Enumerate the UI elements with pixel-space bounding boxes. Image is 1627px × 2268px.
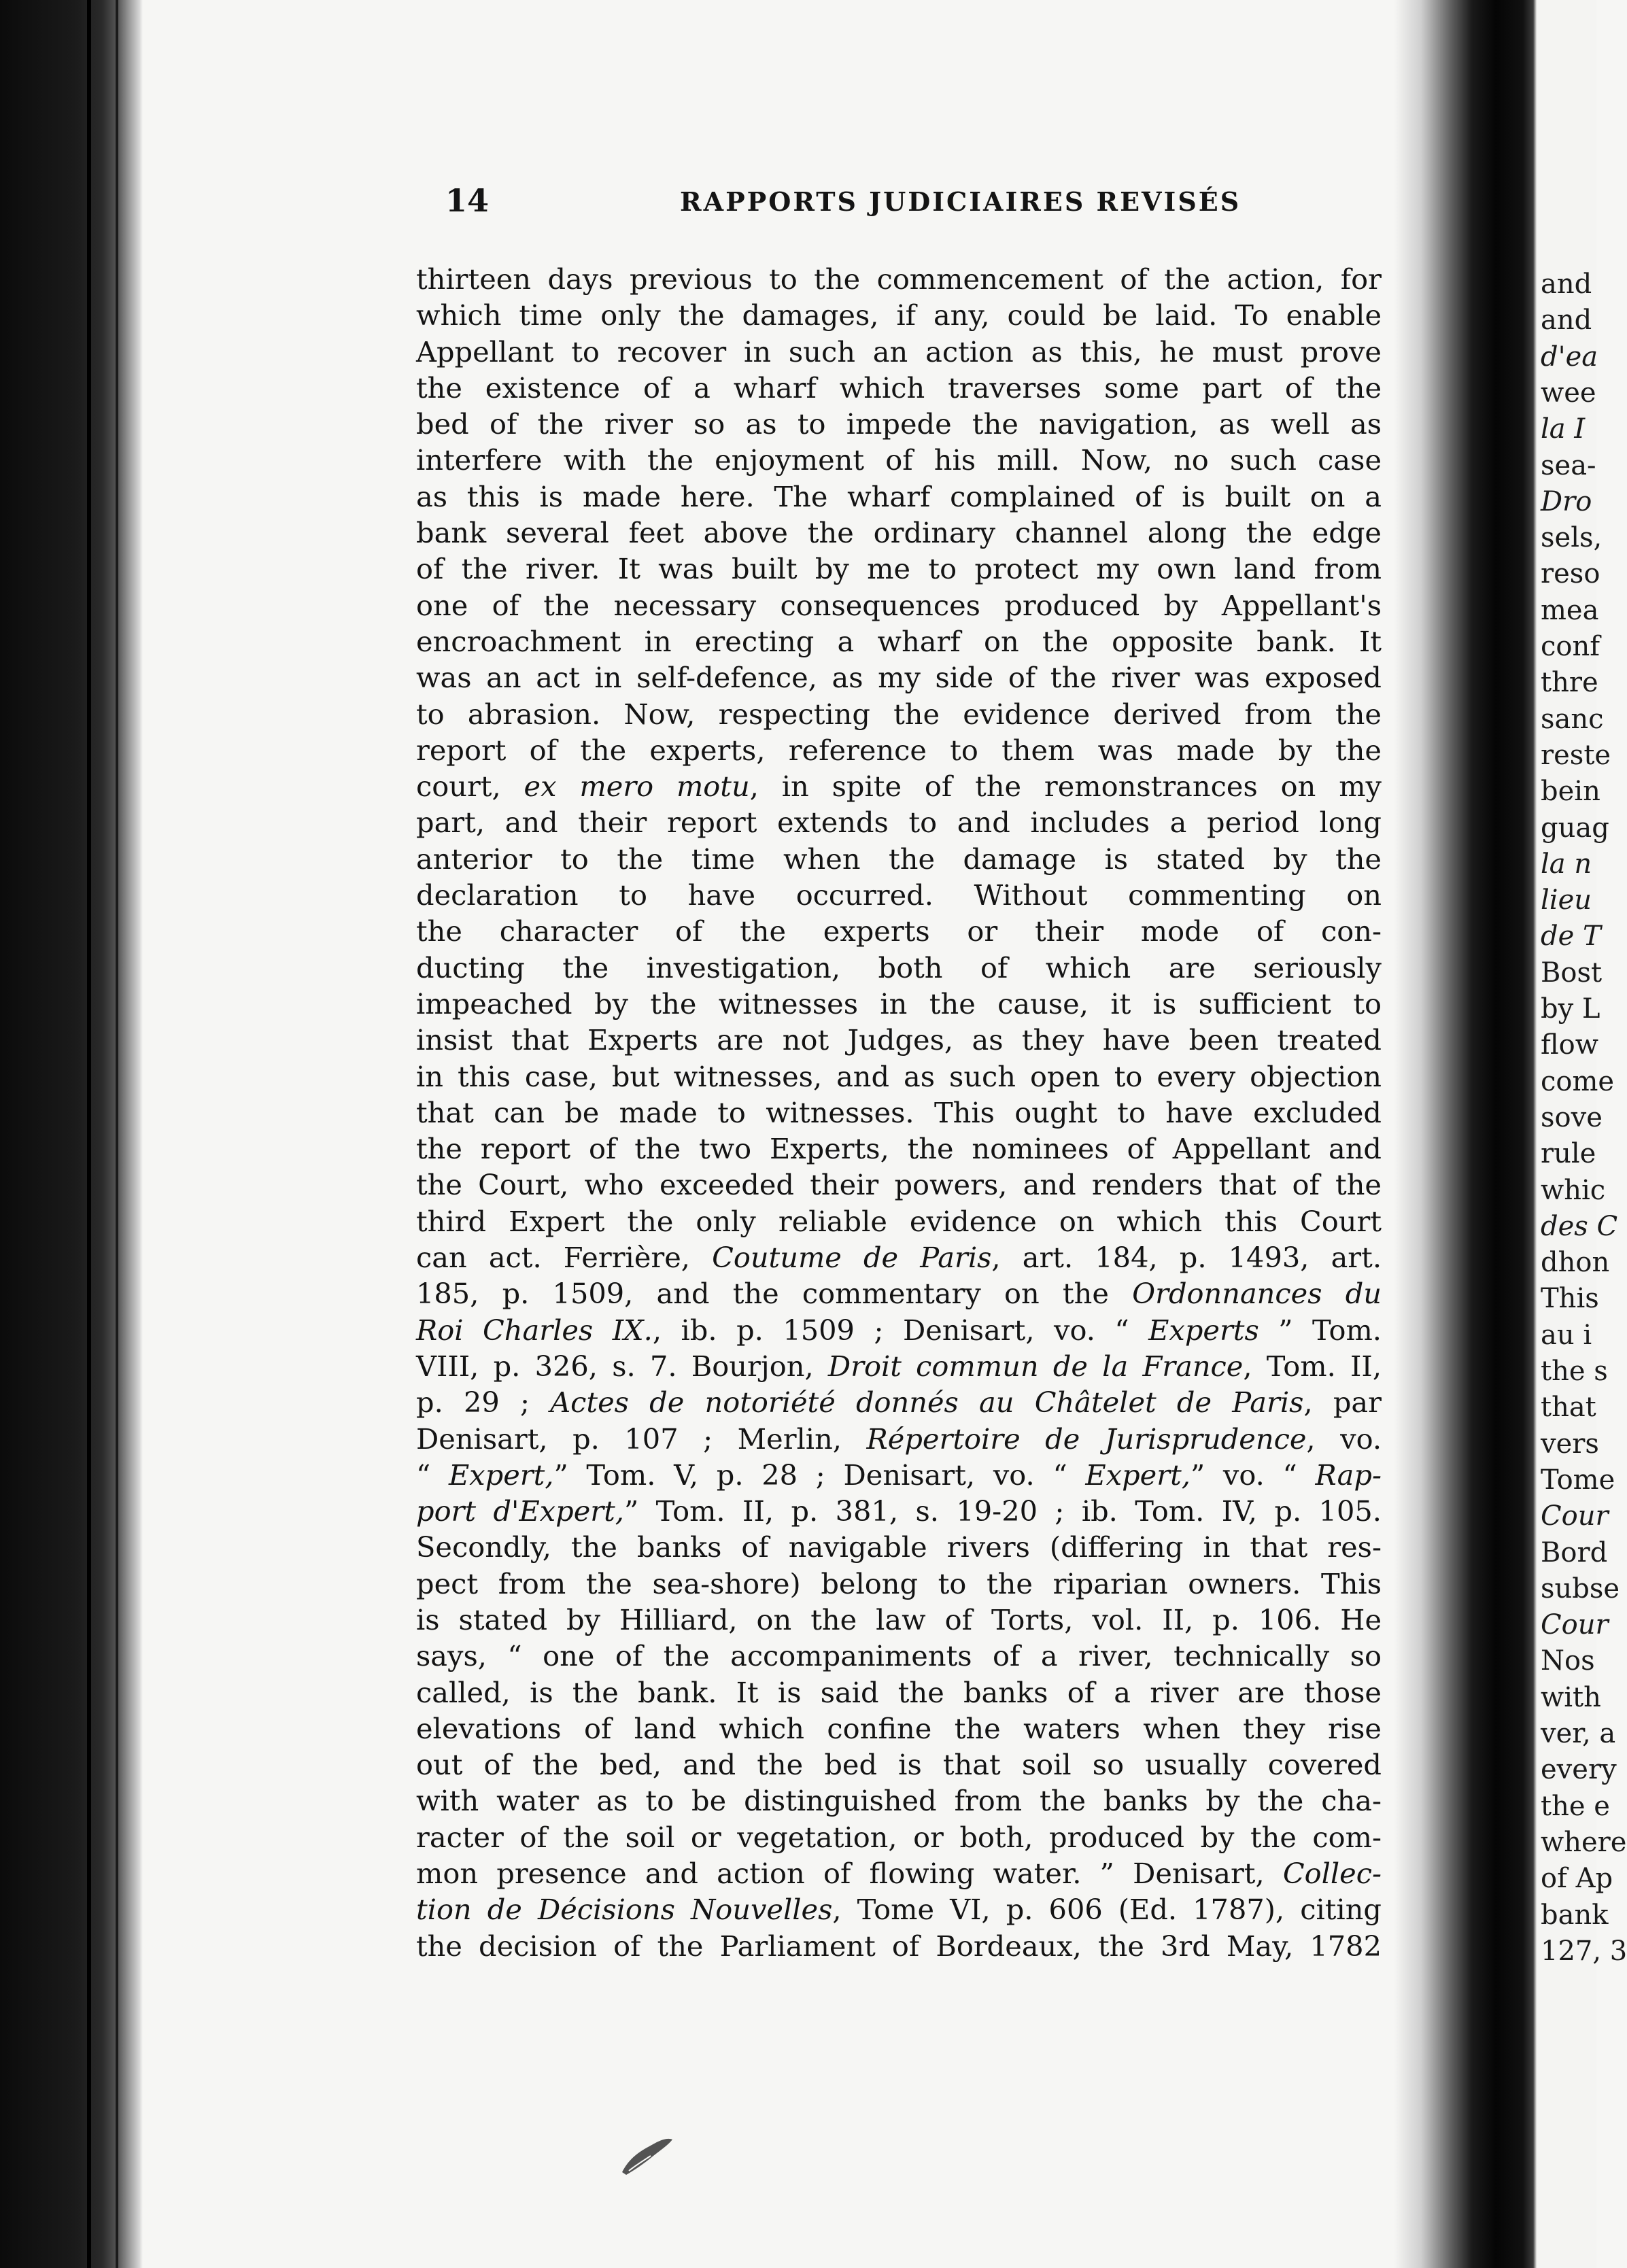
text-segment: says, “ one of the accompaniments of a river, technically so [416,1639,1382,1673]
text-line [416,1167,1382,1203]
adjacent-page-edge [1537,0,1627,2268]
italic-text: ex mero motu [524,770,750,804]
book-binding-left [0,0,143,2268]
text-line [416,1203,1382,1239]
text-line [416,1711,1382,1747]
text-segment: ” Tom. [1258,1313,1382,1347]
text-line [416,1059,1382,1095]
adjacent-page-fragment: every [1541,1754,1617,1786]
text-line [416,659,1382,695]
text-segment: ducting the investigation, both of which are seriously [416,950,1382,984]
text-line [416,1855,1382,1891]
text-line [416,1421,1382,1457]
ink-smudge [615,2131,677,2179]
text-line [416,1312,1382,1348]
adjacent-page-fragment: Cour [1541,1500,1609,1532]
text-line [416,950,1382,986]
text-line [416,1384,1382,1420]
text-segment: thirteen days previous to the commencement of the action, for [416,262,1382,296]
text-line [416,1529,1382,1565]
text-line [416,804,1382,840]
text-line [416,551,1382,587]
text-segment: called, is the bank. It is said the banks of a river are those [416,1675,1382,1709]
text-line [416,587,1382,623]
text-segment: p. 29 ; [416,1386,551,1420]
adjacent-page-fragment: the s [1541,1356,1608,1387]
text-line [416,1493,1382,1529]
adjacent-page-fragment: that [1541,1392,1596,1424]
text-segment: is stated by Hilliard, on the law of Torts, vol. II, p. 106. He [416,1602,1382,1636]
text-segment: bank several feet above the ordinary channel along the edge [416,516,1382,550]
text-segment: impeached by the witnesses in the cause, it is sufficient to [416,986,1382,1020]
adjacent-page-fragment: Bord [1541,1536,1608,1568]
text-line [416,623,1382,659]
text-segment: , ib. p. 1509 ; Denisart, vo. “ [652,1313,1149,1347]
text-line [416,1602,1382,1638]
text-line [416,1674,1382,1711]
text-segment: the character of the experts or their mode of con- [416,914,1382,948]
italic-text: Actes de notoriété donnés au Châtelet de Paris [550,1386,1304,1420]
adjacent-page-fragment: vers [1541,1428,1599,1460]
text-segment: insist that Experts are not Judges, as they have been treated [416,1023,1382,1057]
text-line [416,877,1382,913]
adjacent-page-fragment: come [1541,1065,1615,1097]
italic-text: Répertoire de Jurisprudence [866,1422,1307,1456]
text-segment: out of the bed, and the bed is that soil so usually covered [416,1748,1382,1782]
text-line [416,406,1382,442]
text-line [416,515,1382,551]
adjacent-page-fragment: de T [1541,921,1601,952]
adjacent-page-fragment: wee [1541,377,1596,409]
text-line [416,1928,1382,1964]
text-segment: 185, p. 1509, and the commentary on the [416,1277,1133,1311]
italic-text: Ordonnances du [1132,1277,1382,1311]
text-line [416,841,1382,877]
adjacent-page-fragment: This [1541,1283,1599,1315]
text-segment: pect from the sea-shore) belong to the riparian owners. This [416,1566,1382,1600]
text-line [416,1348,1382,1384]
text-segment: with water as to be distinguished from the banks by the cha- [416,1784,1382,1818]
text-line [416,986,1382,1022]
text-segment: , Tome VI, p. 606 (Ed. 1787), citing [832,1893,1382,1927]
adjacent-page-fragment: la n [1541,848,1592,880]
adjacent-page-fragment: Nos [1541,1645,1595,1677]
running-head: RAPPORTS JUDICIAIRES REVISÉS [680,186,1241,217]
text-line [416,1819,1382,1855]
adjacent-page-fragment: des C [1541,1210,1618,1242]
text-line [416,732,1382,768]
adjacent-page-fragment: by L [1541,993,1600,1025]
adjacent-page-fragment: d'ea [1541,341,1598,373]
adjacent-page-fragment: reso [1541,558,1600,590]
italic-text: Coutume de Paris [712,1241,992,1275]
text-segment: , vo. [1306,1422,1382,1456]
adjacent-page-fragment: 127, 3 [1541,1935,1627,1967]
text-line [416,261,1382,297]
text-segment: mon presence and action of flowing water. ” Denisart, [416,1857,1283,1891]
text-segment: report of the experts, reference to them was made by the [416,733,1382,767]
text-segment: interfere with the enjoyment of his mill. Now, no such case [416,443,1382,477]
text-segment: elevations of land which confine the waters when they rise [416,1711,1382,1745]
binding-line [87,0,91,2268]
page-number: 14 [445,182,490,219]
binding-line [116,0,118,2268]
adjacent-page-fragment: subse [1541,1573,1620,1604]
text-line [416,768,1382,804]
adjacent-page-fragment: au i [1541,1319,1592,1351]
adjacent-page-fragment: and [1541,269,1592,300]
text-line [416,1566,1382,1602]
text-line [416,1022,1382,1058]
text-segment: the report of the two Experts, the nominees of Appellant and [416,1132,1382,1166]
adjacent-page-fragment: la I [1541,413,1586,445]
adjacent-page-fragment: where [1541,1826,1627,1858]
text-line [416,479,1382,515]
text-segment: of the river. It was built by me to protect my own land from [416,552,1382,586]
text-segment: , par [1303,1386,1382,1420]
text-segment: declaration to have occurred. Without commenting on [416,878,1382,912]
text-segment: , in spite of the remonstrances on my [749,770,1382,804]
adjacent-page-fragment: whic [1541,1174,1606,1206]
text-segment: part, and their report extends to and includes a period long [416,806,1382,840]
adjacent-page-fragment: and [1541,305,1592,337]
text-segment: anterior to the time when the damage is stated by the [416,842,1382,876]
text-segment: Denisart, p. 107 ; Merlin, [416,1422,867,1456]
adjacent-page-fragment: Cour [1541,1609,1609,1641]
italic-text: Expert, [448,1458,554,1492]
text-segment: VIII, p. 326, s. 7. Bourjon, [416,1349,828,1383]
adjacent-page-fragment: rule [1541,1138,1596,1170]
text-segment: court, [416,770,524,804]
adjacent-page-fragment: Dro [1541,485,1592,517]
body-text [416,261,1382,1964]
text-line [416,1131,1382,1167]
adjacent-page-fragment: bank [1541,1899,1609,1931]
italic-text: Droit commun de la France [827,1349,1244,1383]
adjacent-page-fragment: sanc [1541,703,1604,735]
text-line [416,1783,1382,1819]
italic-text: tion de Décisions Nouvelles [416,1893,833,1927]
text-segment: one of the necessary consequences produced by Appellant's [416,588,1382,622]
adjacent-page-fragment: Tome [1541,1464,1615,1496]
adjacent-page-fragment: thre [1541,667,1598,699]
text-line [416,442,1382,478]
text-line [416,334,1382,370]
text-segment: the Court, who exceeded their powers, and renders that of the [416,1168,1382,1202]
text-line [416,370,1382,406]
text-line [416,1891,1382,1927]
text-line [416,1747,1382,1783]
adjacent-page-fragment: Bost [1541,957,1603,989]
text-line [416,696,1382,732]
text-line [416,1638,1382,1674]
text-line [416,1275,1382,1311]
italic-text: Rap- [1315,1458,1382,1492]
text-segment: encroachment in erecting a wharf on the opposite bank. It [416,624,1382,658]
page-gutter [1394,0,1537,2268]
adjacent-page-fragment: bein [1541,776,1600,808]
text-segment: ” Tom. V, p. 28 ; Denisart, vo. “ [553,1458,1086,1492]
text-segment: which time only the damages, if any, could be laid. To enable [416,298,1382,332]
adjacent-page-fragment: lieu [1541,884,1592,916]
text-segment: , Tom. II, [1243,1349,1382,1383]
italic-text: Roi Charles IX. [416,1313,653,1347]
italic-text: Expert, [1085,1458,1191,1492]
text-line [416,297,1382,333]
text-line [416,1457,1382,1493]
text-segment: in this case, but witnesses, and as such open to every objection [416,1059,1382,1093]
text-segment: , art. 184, p. 1493, art. [991,1241,1382,1275]
text-segment: ” vo. “ [1190,1458,1316,1492]
text-line [416,1095,1382,1131]
italic-text: Collec- [1282,1857,1382,1891]
adjacent-page-fragment: sea- [1541,449,1596,481]
text-segment: was an act in self-defence, as my side of the river was exposed [416,661,1382,695]
text-segment: that can be made to witnesses. This ought to have excluded [416,1095,1382,1129]
adjacent-page-fragment: flow [1541,1029,1598,1061]
text-segment: to abrasion. Now, respecting the evidence derived from the [416,697,1382,731]
text-segment: the decision of the Parliament of Bordeaux, the 3rd May, 1782 [416,1929,1382,1963]
adjacent-page-fragment: mea [1541,594,1599,626]
text-segment: can act. Ferrière, [416,1241,713,1275]
text-segment: Secondly, the banks of navigable rivers (differing in that res- [416,1530,1382,1564]
text-segment: racter of the soil or vegetation, or both, produced by the com- [416,1820,1382,1854]
adjacent-page-fragment: sels, [1541,522,1603,554]
page-header [445,182,1377,223]
text-segment: Appellant to recover in such an action as this, he must prove [416,334,1382,368]
adjacent-page-fragment: conf [1541,631,1600,662]
italic-text: Experts [1148,1313,1259,1347]
adjacent-page-fragment: with [1541,1681,1601,1713]
adjacent-page-fragment: ver, a [1541,1718,1616,1749]
text-segment: as this is made here. The wharf complained of is built on a [416,479,1382,513]
adjacent-page-fragment: reste [1541,739,1611,771]
text-segment: the existence of a wharf which traverses some part of the [416,371,1382,405]
text-segment: ” Tom. II, p. 381, s. 19-20 ; ib. Tom. IV, p. 105. [624,1494,1382,1528]
adjacent-page-fragment: the e [1541,1790,1610,1822]
adjacent-page-fragment: guag [1541,812,1609,844]
text-segment: “ [416,1458,449,1492]
text-segment: third Expert the only reliable evidence on which this Court [416,1204,1382,1238]
text-line [416,1239,1382,1275]
text-segment: bed of the river so as to impede the navigation, as well as [416,407,1382,441]
adjacent-page-fragment: of Ap [1541,1863,1613,1895]
italic-text: port d'Expert, [416,1494,624,1528]
adjacent-page-fragment: sove [1541,1101,1603,1133]
adjacent-page-fragment: dhon [1541,1247,1610,1279]
text-line [416,913,1382,949]
